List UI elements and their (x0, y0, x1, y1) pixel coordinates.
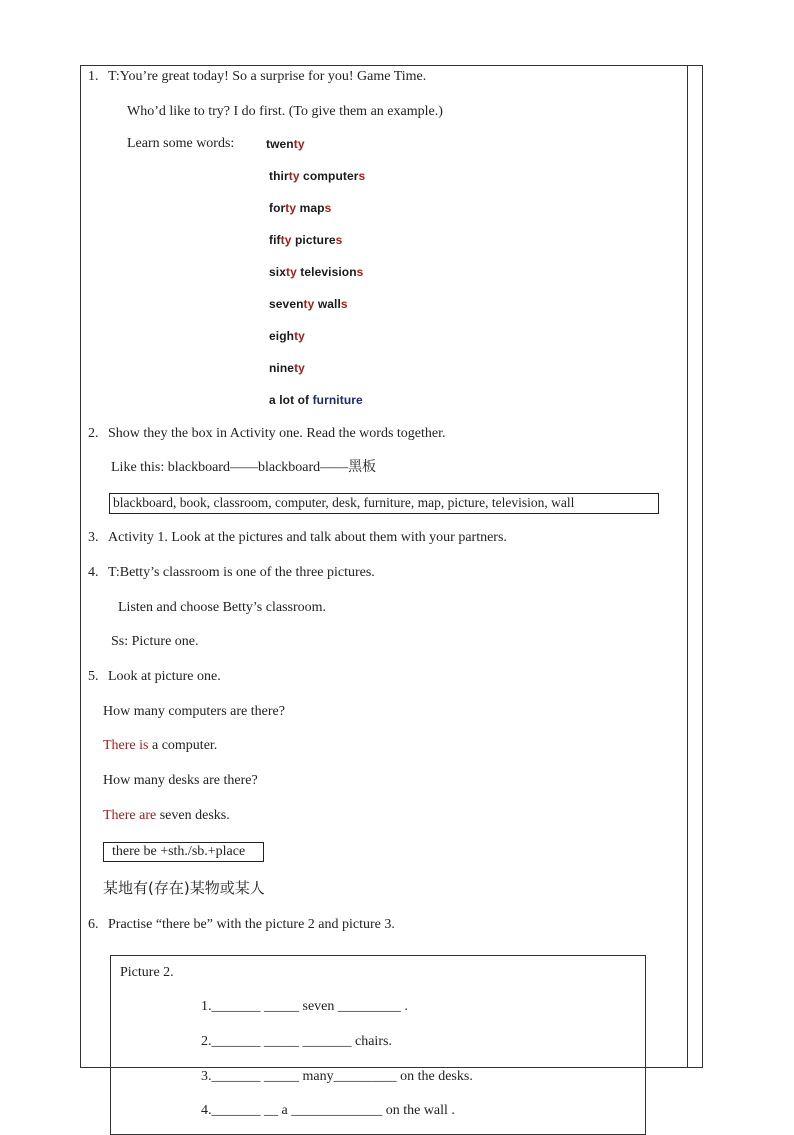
frame-right-column-line (687, 65, 688, 1068)
step5-line1: Look at picture one. (108, 669, 221, 684)
step3-number: 3. (88, 530, 99, 545)
exercise-item-4: 4._______ __ a _____________ on the wall . (201, 1103, 455, 1118)
grammar-rule-chinese: 某地有(存在)某物或某人 (103, 879, 265, 897)
step4-line2: Listen and choose Betty’s classroom. (118, 600, 327, 615)
answer-computers: There is a computer. (103, 738, 218, 753)
question-desks: How many desks are there? (103, 773, 258, 788)
word-eighty: eighty (269, 329, 305, 343)
step1-line1: T:You’re great today! So a surprise for you! Game Time. (108, 69, 427, 84)
like-this-line: Like this: blackboard——blackboard——黑板 (111, 460, 377, 475)
step4-number: 4. (88, 565, 99, 580)
step6-number: 6. (88, 917, 99, 932)
word-twenty: twenty (266, 137, 305, 151)
word-ninety: ninety (269, 361, 305, 375)
question-computers: How many computers are there? (103, 704, 285, 719)
step5-number: 5. (88, 669, 99, 684)
step4-line1: T:Betty’s classroom is one of the three pictures. (108, 565, 375, 580)
step1-line2: Who’d like to try? I do first. (To give them an example.) (127, 104, 443, 119)
step6-line1: Practise “there be” with the picture 2 and picture 3. (108, 917, 395, 932)
word-seventy-walls: seventy walls (269, 297, 348, 311)
answer-desks: There are seven desks. (103, 808, 230, 823)
learn-words-label: Learn some words: (127, 136, 235, 151)
grammar-rule-box: there be +sth./sb.+place (103, 842, 264, 862)
step2-number: 2. (88, 426, 99, 441)
exercise-item-2: 2._______ _____ _______ chairs. (201, 1034, 392, 1049)
word-sixty-televisions: sixty televisions (269, 265, 364, 279)
vocabulary-box: blackboard, book, classroom, computer, desk, furniture, map, picture, television, wall (109, 493, 659, 514)
word-fifty-pictures: fifty pictures (269, 233, 343, 247)
step4-line3: Ss: Picture one. (111, 634, 199, 649)
exercise-item-1: 1._______ _____ seven _________ . (201, 999, 408, 1014)
exercise-item-3: 3._______ _____ many_________ on the desks. (201, 1069, 473, 1084)
step3-line1: Activity 1. Look at the pictures and talk about them with your partners. (108, 530, 507, 545)
word-thirty-computers: thirty computers (269, 169, 366, 183)
word-forty-maps: forty maps (269, 201, 332, 215)
word-a-lot-of-furniture: a lot of furniture (269, 393, 363, 407)
step2-line1: Show they the box in Activity one. Read the words together. (108, 426, 446, 441)
step1-number: 1. (88, 69, 99, 84)
picture-2-label: Picture 2. (120, 965, 174, 980)
